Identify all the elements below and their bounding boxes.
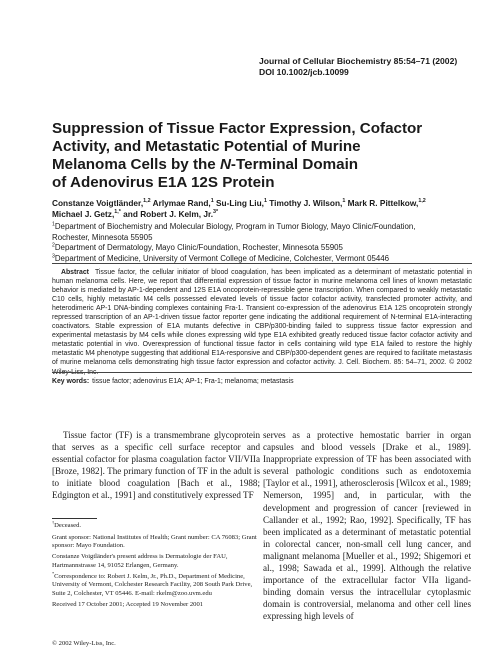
affiliation: $^1$Department of Biochemistry and Molecular Biology, Program in Tumor Biology, Mayo Clinic/Foundation, <box>52 221 416 231</box>
journal-doi: DOI 10.1002/jcb.10099 <box>259 67 349 77</box>
journal-header <box>259 56 457 78</box>
footnote: Grant sponsor: National Institutes of Health; Grant number: CA 76083; Grant sponsor: Mayo Foundation. <box>52 533 257 549</box>
body-column-right <box>263 429 471 623</box>
affiliations <box>52 222 472 264</box>
author: Su-Ling Liu,$^1$ <box>213 198 267 208</box>
article-title <box>52 120 452 192</box>
abstract-label: Abstract <box>61 269 89 276</box>
abstract <box>52 268 472 377</box>
footnote: †Deceased. <box>52 519 82 529</box>
keywords-label: Key words: <box>52 378 90 385</box>
author: Mark R. Pittelkow,$^{1,2}$ <box>345 198 426 208</box>
body-column-left <box>52 429 260 502</box>
author: Arlymae Rand,$^1$ <box>150 198 214 208</box>
footnote: *Correspondence to: Robert J. Kelm, Jr., Ph.D., Department of Medicine, University of Vermont, Colchester Research Facility, 208 South Park Drive, Suite 2, Colchester, VT 05446. E-mail: rkelm@zoo.uvm.edu <box>52 571 253 597</box>
author-list <box>52 198 462 220</box>
abstract-copyright: © 2002 Wiley-Liss, Inc. <box>52 359 473 376</box>
title-line-3-pre: Melanoma Cells by the <box>52 156 220 173</box>
affiliation: $^2$Department of Dermatology, Mayo Clinic/Foundation, Rochester, Minnesota 55905 <box>52 242 343 253</box>
affiliation: Rochester, Minnesota 55905 <box>52 232 153 242</box>
title-line-3 <box>52 156 452 174</box>
author: Constanze Voigtländer,$^{1,2}$ <box>52 198 151 208</box>
title-line-4: of Adenovirus E1A 12S Protein <box>52 174 275 191</box>
keywords <box>52 377 472 386</box>
body-paragraph: serves as a protective hemostatic barrier in organ capsules and blood vessels [Drake et al., 1989]. Inappropriate expression of TF has been associated with several pathologic conditions such as endotoxemia [Taylor et al., 1991], atherosclerosis [Wilcox et al., 1989; Nemerson, 1995] and, in particular, with the development and progression of cancer [reviewed in Callander et al., 1992; Rao, 1992]. Specifically, TF has been implicated as a determinant of metastatic potential in colorectal cancer, non-small cell lung cancer, and malignant melanoma [Mueller et al., 1992; Shigemori et al., 1998; Sawada et al., 1999]. Although the relative importance of the extracellular factor VIIa ligand-binding domain versus the intracellular cytoplasmic domain is controversial, melanoma and other cell lines expressing high levels of <box>263 430 471 622</box>
keywords-text: tissue factor; adenovirus E1A; AP-1; Fra-1; melanoma; metastasis <box>92 378 294 385</box>
author: Michael J. Getz,$^{1,*}$ <box>52 209 121 219</box>
author: Timothy J. Wilson,$^1$ <box>266 198 346 208</box>
author: and Robert J. Kelm, Jr.$^{3*}$ <box>120 209 219 219</box>
footnote: Received 17 October 2001; Accepted 19 November 2001 <box>52 601 204 609</box>
keywords-rule <box>52 372 472 373</box>
journal-citation: Journal of Cellular Biochemistry 85:54–71 (2002) <box>259 56 458 66</box>
footnotes <box>52 519 260 613</box>
copyright-notice: © 2002 Wiley-Liss, Inc. <box>52 640 116 647</box>
footnote-rule <box>52 518 97 519</box>
affiliation: $^3$Department of Medicine, University of Vermont College of Medicine, Colchester, Vermont 05446 <box>52 253 390 263</box>
title-line-3-em: N <box>219 156 231 173</box>
title-line-1: Suppression of Tissue Factor Expression, Cofactor <box>52 120 423 137</box>
title-line-2: Activity, and Metastatic Potential of Murine <box>52 138 361 155</box>
footnote: Constanze Voigtländer's present address is Dermatologie der FAU, Hartmannstrasse 14, 91052 Erlangen, Germany. <box>52 553 228 569</box>
body-paragraph: Tissue factor (TF) is a transmembrane glycoprotein that serves as a specific cell surface receptor and essential cofactor for plasma coagulation factor VII/VIIa [Broze, 1982]. The primary function of TF in the adult is to initiate blood coagulation [Bach et al., 1988; Edgington et al., 1991] and constitutively expressed TF <box>52 430 260 501</box>
abstract-text: Tissue factor, the cellular initiator of blood coagulation, has been implicated as a determinant of metastatic potential in human melanoma cells. Here, we report that differential expression of tissue factor in murine melanoma cell lines of known metastatic behavior is mediated by AP-1-dependent and 12S E1A oncoprotein-repressible gene transcription. When compared to weakly metastatic C10 cells, highly metastatic M4 cells possessed elevated levels of tissue factor cofactor activity, transfected promoter activity, and heterodimeric AP-1 DNA-binding complexes containing Fra-1. Transient co-expression of the adenovirus E1A 12S oncoprotein strongly repressed transcription of an AP-1-driven tissue factor reporter gene indicating the additional requirement of N-terminal E1A-interacting coactivators. Stable expression of E1A mutants defective in CBP/p300-binding failed to suppress tissue factor expression and experimental metastasis by M4 cells while clones expressing wild type E1A exhibited greatly reduced tissue factor cofactor activity and metastatic potential in vivo. Overexpression of functional tissue factor in cells containing wild type E1A failed to restore the highly metastatic M4 phenotype suggesting that additional E1A-responsive and CBP/p300-dependent genes are required to facilitate metastasis of murine melanoma cells demonstrating high tissue factor expression and cofactor activity. J. Cell. Biochem. 85: 54–71, 2002. <box>52 269 472 367</box>
abstract-top-rule <box>52 263 472 264</box>
title-line-3-post: -Terminal Domain <box>230 156 359 173</box>
